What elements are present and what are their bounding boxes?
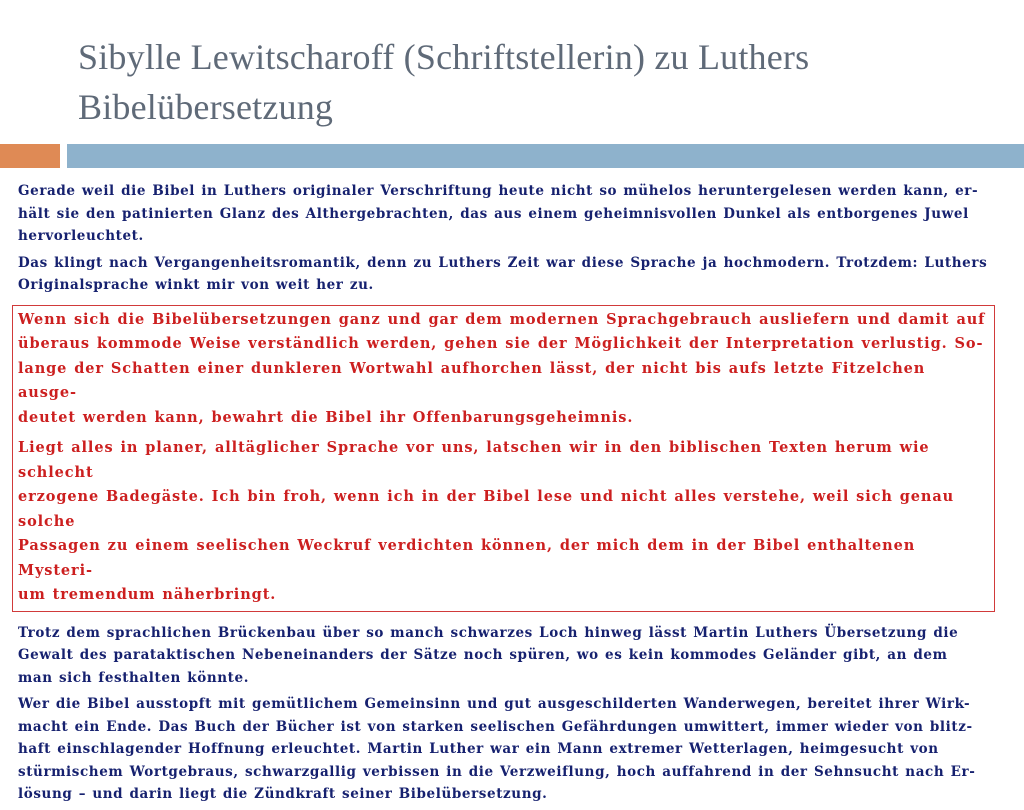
quote-paragraph-1 [18, 308, 989, 431]
paragraph-4-line: Wer die Bibel ausstopft mit gemütlichem Gemeinsinn und gut ausgeschilderten Wanderwegen, bereitet ihrer Wirk- [18, 696, 971, 712]
paragraph-4-line: haft einschlagender Hoffnung erleuchtet. Martin Luther war ein Mann extremer Wetterlagen, heimgesucht von [18, 741, 939, 757]
paragraph-1-line: Gerade weil die Bibel in Luthers originaler Verschriftung heute nicht so mühelos heruntergelesen werden kann, er- [18, 183, 979, 199]
paragraph-2-line: Das klingt nach Vergangenheitsromantik, denn zu Luthers Zeit war diese Sprache ja hochmodern. Trotzdem: Luthers [18, 254, 988, 271]
quote-paragraph-2 [18, 436, 989, 608]
quote-box [12, 305, 995, 612]
quote-line: Wenn sich die Bibelübersetzungen ganz und gar dem modernen Sprachgebrauch ausliefern und damit auf [18, 310, 986, 328]
paragraph-1-line: hervorleuchtet. [18, 228, 144, 244]
quote-line: lange der Schatten einer dunkleren Wortwahl aufhorchen lässt, der nicht bis aufs letzte Fitzelchen ausge- [18, 359, 926, 401]
paragraph-3-line: Trotz dem sprachlichen Brückenbau über so manch schwarzes Loch hinweg lässt Martin Luthers Übersetzung die [18, 624, 959, 641]
header-bar [67, 144, 1024, 168]
paragraph-4-line: macht ein Ende. Das Buch der Bücher ist von starken seelischen Gefährdungen umwittert, immer wieder von blitz- [18, 718, 973, 735]
paragraph-3-line: man sich festhalten könnte. [18, 669, 249, 686]
quote-line: erzogene Badegäste. Ich bin froh, wenn ich in der Bibel lese und nicht alles verstehe, weil sich genau solche [18, 488, 955, 530]
paragraph-2-line: Originalsprache winkt mir von weit her zu. [18, 277, 374, 293]
paragraph-1-line: hält sie den patinierten Glanz des Althergebrachten, das aus einem geheimnisvollen Dunkel als entborgenes Juwel [18, 205, 969, 222]
slide-body [18, 180, 998, 810]
slide-title-line-1: Sibylle Lewitscharoff (Schriftstellerin) zu Luthers [78, 37, 810, 77]
paragraph-3 [18, 622, 998, 690]
quote-line: Passagen zu einem seelischen Weckruf verdichten können, der mich dem in der Bibel enthaltenen Mysteri- [18, 537, 916, 579]
paragraph-2 [18, 252, 998, 297]
paragraph-4-line: stürmischem Wortgebraus, schwarzgallig verbissen in die Verzweiflung, hoch auffahrend in der Sehnsucht nach Er- [18, 763, 976, 780]
paragraph-4 [18, 693, 998, 806]
quote-line: um tremendum näherbringt. [18, 586, 277, 603]
quote-line: überaus kommode Weise verständlich werden, gehen sie der Möglichkeit der Interpretation verlustig. So- [18, 335, 984, 352]
paragraph-3-line: Gewalt des parataktischen Nebeneinanders der Sätze noch spüren, wo es kein kommodes Geländer gibt, an dem [18, 647, 948, 663]
slide-title-line-2: Bibelübersetzung [78, 87, 334, 127]
paragraph-1 [18, 180, 998, 248]
quote-line: Liegt alles in planer, alltäglicher Sprache vor uns, latschen wir in den biblischen Texten herum wie schlecht [18, 439, 930, 481]
slide-title [78, 32, 998, 132]
paragraph-4-line: lösung – und darin liegt die Zündkraft seiner Bibelübersetzung. [18, 786, 548, 802]
accent-bar [0, 144, 60, 168]
quote-line: deutet werden kann, bewahrt die Bibel ihr Offenbarungsgeheimnis. [18, 408, 634, 426]
